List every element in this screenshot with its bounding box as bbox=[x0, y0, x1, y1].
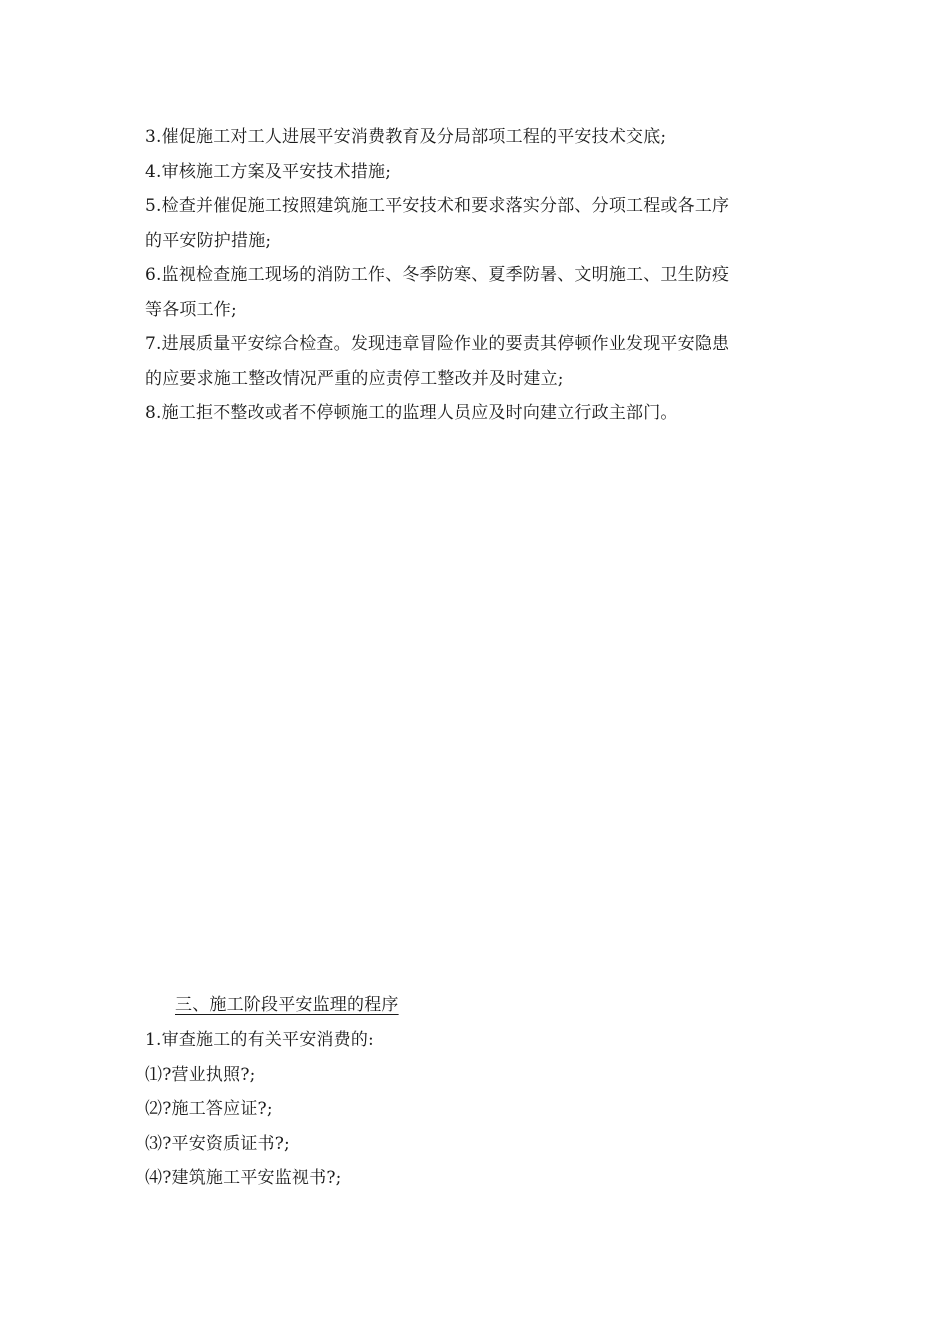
procedure-subitem-3: ⑶?平安资质证书?; bbox=[145, 1133, 290, 1154]
duty-item-7-cont: 的应要求施工整改情况严重的应责停工整改并及时建立; bbox=[145, 368, 564, 389]
procedure-subitem-2: ⑵?施工答应证?; bbox=[145, 1099, 273, 1119]
procedure-list bbox=[145, 1023, 805, 1196]
duty-item-6-cont: 等各项工作; bbox=[145, 299, 237, 320]
duty-item-6: 6.监视检查施工现场的消防工作、冬季防寒、夏季防暑、文明施工、卫生防疫 bbox=[145, 265, 730, 285]
duty-item-3: 3.催促施工对工人进展平安消费教育及分局部项工程的平安技术交底; bbox=[145, 127, 667, 147]
supervision-duties-list bbox=[145, 120, 805, 431]
section-heading: 三、施工阶段平安监理的程序 bbox=[175, 995, 399, 1015]
procedure-subitem-1: ⑴?营业执照?; bbox=[145, 1064, 256, 1085]
procedure-subitem-4: ⑷?建筑施工平安监视书?; bbox=[145, 1168, 342, 1188]
duty-item-5-cont: 的平安防护措施; bbox=[145, 230, 272, 251]
duty-item-4: 4.审核施工方案及平安技术措施; bbox=[145, 161, 392, 182]
procedure-item-1: 1.审查施工的有关平安消费的: bbox=[145, 1030, 374, 1050]
duty-item-5: 5.检查并催促施工按照建筑施工平安技术和要求落实分部、分项工程或各工序 bbox=[145, 196, 730, 216]
duty-item-8: 8.施工拒不整改或者不停顿施工的监理人员应及时向建立行政主部门。 bbox=[145, 403, 678, 423]
duty-item-7: 7.进展质量平安综合检查。发现违章冒险作业的要责其停顿作业发现平安隐患 bbox=[145, 334, 730, 354]
section-heading-container bbox=[175, 988, 835, 1022]
